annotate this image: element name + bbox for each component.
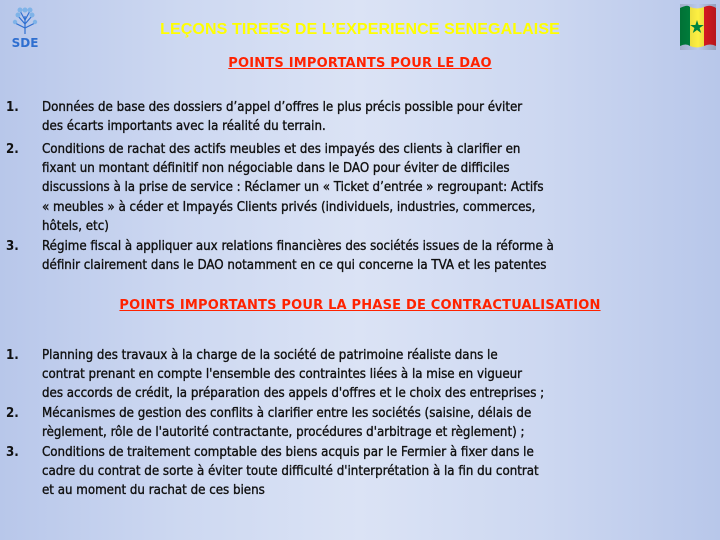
text-line: des accords de crédit, la préparation des appels d'offres et le choix des entreprises ; <box>42 386 545 402</box>
item-text <box>42 404 718 442</box>
text-line: Données de base des dossiers d’appel d’offres le plus précis possible pour éviter <box>42 100 523 115</box>
text-line: définir clairement dans le DAO notamment en ce qui concerne la TVA et les patentes <box>42 258 547 274</box>
senegal-flag-icon <box>676 2 718 50</box>
text-line: des écarts importants avec la réalité du terrain. <box>42 119 326 135</box>
item-number: 1. <box>6 100 19 115</box>
logo-text: SDE <box>11 36 39 50</box>
text-line: règlement, rôle de l'autorité contractante, procédures d'arbitrage et règlement) ; <box>42 425 525 441</box>
item-text <box>42 443 718 501</box>
item-text <box>42 140 718 236</box>
sde-logo <box>8 6 42 50</box>
item-number: 1. <box>6 348 19 363</box>
item-text <box>42 346 718 404</box>
text-line: cadre du contrat de sorte à éviter toute difficulté d'interprétation à la fin du contrat <box>42 464 539 480</box>
text-line: hôtels, etc) <box>42 218 109 234</box>
text-line: et au moment du rachat de ces biens <box>42 483 265 499</box>
page-title: LEÇONS TIREES DE L’EXPERIENCE SENEGALAISE <box>160 21 560 38</box>
text-line: Conditions de rachat des actifs meubles et des impayés des clients à clarifier en <box>42 142 521 157</box>
text-line: « meubles » à céder et Impayés Clients privés (individuels, industries, commerces, <box>42 199 536 215</box>
section-title-contractualisation: POINTS IMPORTANTS POUR LA PHASE DE CONTRACTUALISATION <box>119 298 601 313</box>
item-number: 3. <box>6 445 19 460</box>
item-text <box>42 98 718 136</box>
item-number: 2. <box>6 406 19 421</box>
text-line: Mécanismes de gestion des conflits à clarifier entre les sociétés (saisine, délais de <box>42 406 532 421</box>
item-text <box>42 237 718 275</box>
item-number: 2. <box>6 142 19 157</box>
text-line: fixant un montant définitif non négociable dans le DAO pour éviter de difficiles <box>42 161 510 177</box>
text-line: discussions à la prise de service : Réclamer un « Ticket d’entrée » regroupant: Actifs <box>42 180 544 196</box>
item-number: 3. <box>6 239 19 254</box>
tree-icon <box>10 6 40 36</box>
text-line: Planning des travaux à la charge de la société de patrimoine réaliste dans le <box>42 348 498 363</box>
section-title-dao: POINTS IMPORTANTS POUR LE DAO <box>228 56 492 71</box>
text-line: Régime fiscal à appliquer aux relations financières des sociétés issues de la réforme à <box>42 239 554 254</box>
text-line: contrat prenant en compte l'ensemble des contraintes liées à la mise en vigueur <box>42 367 523 383</box>
text-line: Conditions de traitement comptable des biens acquis par le Fermier à fixer dans le <box>42 445 534 460</box>
